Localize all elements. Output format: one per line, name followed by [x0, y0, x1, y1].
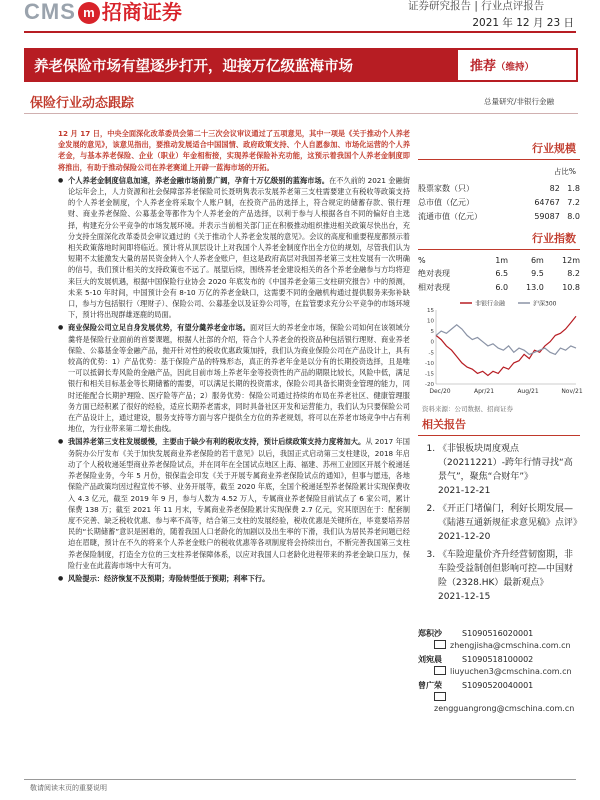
analyst-name: 郑积沙	[418, 629, 442, 638]
point-text: 面对巨大的养老金市场，保险公司如何在该领域分羹将是保险行业面前的首要课题，根据人社部的介绍，符合个人养老金的投资品种包括银行理财、商业养老保险、公募基金等金融产品，抛开针对性的税收优惠政策加持，我们认为商业保险公司在产品设计上，具有较高的优势：1）产品优势：基于保险产品的特殊形态，真正的养老年金是以分有的长期投资选择，且是唯一可以抵御长寿风险的金融产品，因此目前市场上养老年金等投资性的产品的期限比较长，风险中低，满足银行和相关目标基金等长期储蓄的需要，可以满足长期的投资需求，保险公司具备长期资金管理的能力，同时还能配合长期护理险、医疗险等产品；2）服务优势：保险公司通过持续的布局在养老社区、健康管理服务方面已经积累了很好的经验，适应长期养老需求，同时具备社区开发和运营能力，我们认为只要保险公司在产品设计上，通过建设，服务支持等方面与客户提供全方位的养老规划，将可以在养老市场竞争中占有利地位，为行业带来第二增长曲线。	[68, 323, 410, 434]
email-icon	[434, 640, 446, 649]
research-category: 总量研究/非银行金融	[484, 97, 555, 106]
point-paragraph	[58, 175, 410, 321]
doc-type: 证券研究报告 | 行业点评报告	[408, 0, 545, 12]
header-divider	[24, 31, 576, 33]
intro-paragraph: 12 月 17 日，中央全面深化改革委员会第二十三次会议审议通过了五项意见，其中一项是《关于推动个人养老金发展的意见》，该意见指出，要推动发展适合中国国情、政府政策支持、个人自愿参加、市场化运营的个人养老金，与基本养老保险、企业（职业）年金相衔接，实现养老保险补充功能，这预示着我国个人养老金制度即将推出，有助于推动保险公司在养老赛道上开辟一蓝海市场的开拓。	[58, 129, 410, 172]
col-header: 12m	[562, 255, 580, 265]
related-report-item[interactable]	[438, 548, 580, 604]
row-pct: 8.0	[567, 211, 580, 221]
series-line	[436, 325, 576, 355]
row-value: 9.5	[531, 268, 544, 278]
analyst-email-line	[418, 692, 580, 715]
related-title[interactable]: 《车险迎量价齐升经营韧窗期，非车险受益制创但影响可控—中国财险（2328.HK）最新观点》	[438, 550, 574, 588]
analyst-email-line	[418, 640, 580, 652]
point-lead: 个人养老金制度信息加速，养老金融市场前景广阔，孕育十万亿级别的蓝海市场。	[68, 175, 330, 185]
related-divider	[418, 435, 580, 436]
industry-index-panel	[418, 230, 583, 413]
index-chart-svg	[418, 298, 583, 398]
analyst-code: S1090520040001	[462, 681, 534, 690]
rating	[470, 55, 534, 74]
point-text: 从 2017 年国务院办公厅发布《关于加快发展商业养老保险的若干意见》以后，我国正式启动第三支柱建设，2018 年启动了个人税收递延型商业养老保险试点，并在同年在全国试点地区上海、福建、苏州工业园区开展个税递延养老保险业务，今年 5 月份，银保监会印发《关于开展专属商业养老保险试点的通知》，但事与愿违，各地保险产品政策均因过程宣传不够、业务开展等，截至 2020 年底，全国个税递延型养老保险累计实现保费收入 4.3 亿元，截至 2019 年 9 月，参与人数为 4.52 万人，专属商业养老保险目前试点了 6 家公司，累计保费 138 万；截至 2021 年 11 月末，专属商业养老保险累计实现保费 2.7 亿元，究其原因在于：配套制度不完善、缺乏税收优惠、参与率不高等，结合第三支柱的发展经验，税收优惠是关键所在，毕竟要培养居民的“长期储蓄”意识是困难的，随着我国人口老龄化的加剧以及出生率的下滑，我们认为居民养老问题已经迫在眉睫，预计在不久的将来个人养老金账户的税收优惠等各项制度将会持续出台，不断完善我国第三支柱养老保险制度，打造全方位的三支柱养老保障体系，以应对我国人口老龄化进程带来的养老金缺口压力，保险行业在此蓝海市场中大有可为。	[68, 437, 410, 570]
risk-label: 风险提示：	[68, 573, 104, 583]
related-title[interactable]: 《非银板块周度观点（20211221）-跨年行情寻找“高景气”，聚焦“合财年”》	[438, 444, 573, 482]
report-date: 2021 年 12 月 23 日	[472, 17, 574, 29]
row-label: 绝对表现	[418, 268, 450, 278]
legend-label: 非银行金融	[475, 300, 506, 308]
related-list	[418, 442, 583, 604]
row-label: 股票家数（只）	[418, 183, 474, 193]
related-date: 2021-12-21	[438, 486, 491, 496]
logo-mark-icon: m	[78, 2, 100, 24]
x-tick-label: Dec/20	[429, 388, 451, 395]
related-heading: 相关报告	[422, 418, 466, 431]
scale-heading: 行业规模	[532, 142, 576, 155]
y-tick-label: 10	[427, 318, 434, 325]
footer-note: 敬请阅读末页的重要说明	[30, 784, 107, 792]
legend-label: 沪深300	[533, 300, 557, 308]
index-chart	[418, 298, 583, 402]
row-value: 8.2	[567, 268, 580, 278]
table-row	[418, 209, 580, 223]
point-lead: 商业保险公司立足自身发展优势，有望分羹养老金市场。	[68, 323, 250, 333]
scale-divider	[418, 159, 580, 160]
analyst-code: S1090516020001	[462, 629, 534, 638]
row-pct: 1.8	[567, 183, 580, 193]
email-icon	[434, 692, 446, 701]
col-header: 1m	[495, 255, 509, 265]
y-tick-label: -5	[428, 350, 434, 357]
row-value: 59087	[534, 211, 560, 221]
related-title[interactable]: 《开正门堵偏门，利好长期发展—《陆港互通新规征求意见稿》点评》	[438, 504, 583, 528]
x-tick-label: Apr/21	[473, 388, 495, 395]
table-header-row	[418, 254, 580, 266]
index-table	[418, 254, 580, 294]
brand-logo	[24, 0, 182, 25]
y-tick-label: 0	[430, 339, 434, 346]
point-lead: 我国养老第三支柱发展缓慢，主要由于缺少有利的税收支持，预计后续政策支持力度将加大。	[68, 437, 366, 447]
row-label: 总市值（亿元）	[418, 197, 474, 207]
point-paragraph	[58, 322, 410, 434]
analyst-email-line	[418, 666, 580, 678]
y-tick-label: -10	[425, 360, 434, 367]
chart-source: 资料来源：公司数据、招商证券	[422, 405, 513, 413]
table-row	[418, 181, 580, 195]
related-report-item[interactable]	[438, 442, 580, 498]
table-row	[418, 195, 580, 209]
related-report-item[interactable]	[438, 502, 583, 544]
related-reports-panel	[418, 418, 583, 608]
index-divider	[418, 249, 580, 250]
row-value: 64767	[534, 197, 560, 207]
point-paragraph	[58, 436, 410, 570]
x-tick-label: Aug/21	[517, 388, 539, 395]
logo-text-cn: 招商证券	[101, 2, 182, 24]
email-icon	[434, 666, 446, 675]
row-label: 相对表现	[418, 282, 450, 292]
report-subhead: 保险行业动态跟踪	[30, 96, 135, 111]
row-value: 13.0	[526, 282, 544, 292]
col-header: %	[418, 255, 426, 265]
footer-divider	[24, 779, 576, 780]
rating-label: 推荐	[470, 59, 497, 74]
index-heading: 行业指数	[532, 232, 576, 245]
scale-table	[418, 181, 580, 223]
row-value: 6.0	[495, 282, 509, 292]
analyst-card	[418, 680, 580, 715]
x-tick-label: Nov/21	[561, 388, 583, 395]
risk-paragraph	[58, 573, 410, 584]
analyst-card	[418, 628, 580, 651]
table-row	[418, 266, 580, 280]
related-date: 2021-12-15	[438, 592, 491, 602]
analysts-panel	[418, 628, 580, 718]
analyst-email[interactable]: zengguangrong@cmschina.com.cn	[434, 704, 575, 713]
col-header: 6m	[530, 255, 544, 265]
y-tick-label: -15	[425, 371, 434, 378]
logo-text-en: CMS	[24, 0, 76, 24]
row-value: 6.5	[495, 268, 509, 278]
subhead-divider	[24, 113, 578, 114]
point-text: 在不久前的 2021 金融街论坛年会上，人力资源和社会保障部养老保险司长聂明隽表示发展养老第三支柱需要建立有税收等政策支持的个人养老金制度，个人养老金将采取个人账户制，在投资产品的选择上，符合规定的储蓄存款、银行理财、商业养老保险、公募基金等都作为个人养老金的产品选择，以利于参与人根据各自不同的偏好自主选择，构建充分公平竞争的市场发展环境。并表示当前相关部门正在积极推动组织推进相关政策尽快出台，充分支持全面深化改革委员会审议通过的《关于推动个人养老金发展的意见》。会议的高度和重要程度都预示着相关政策落地时间即将临近。预计将从顶层设计上对我国个人养老金制度作出全方位的规划，尽管我们认为短期不太能激发大量的居民资金转入个人养老金账户，但这是政府高层对我国养老第三支柱发展有一次明确的信号，我们预计相关的支持政策也不远了。展望后续，围绕养老金建设相关的各个养老金融参与方均将迎来巨大的发展机遇，根据中国保险行业协会 2020 年底发布的《中国养老金第三支柱研究报告》中的预测，未来 5-10 年时间，中国预计会有 8-10 万亿的养老金缺口，这需要不同的金融机构通过提供服务来弥补缺口，参与方包括银行（理财子）、保险公司、公募基金以及证券公司等，在监管要求充分公平竞争的市场环境下，预计将出现群雄逐鹿的局面。	[68, 175, 410, 320]
related-date: 2021-12-20	[438, 532, 491, 542]
report-title: 养老保险市场有望逐步打开，迎接万亿级蓝海市场	[34, 59, 353, 75]
row-value: 10.8	[562, 282, 580, 292]
main-body	[58, 128, 410, 586]
row-value: 82	[549, 183, 560, 193]
industry-scale-panel	[418, 140, 580, 223]
analyst-code: S1090518100002	[462, 655, 534, 664]
table-row	[418, 280, 580, 294]
analyst-email[interactable]: zhengjisha@cmschina.com.cn	[450, 640, 571, 650]
risk-text: 经济恢复不及预期；寿险转型低于预期；利率下行。	[103, 573, 270, 583]
y-tick-label: -20	[425, 382, 434, 388]
analyst-name: 曾广荣	[418, 681, 442, 690]
analyst-email[interactable]: liuyuchen3@cmschina.com.cn	[450, 666, 572, 676]
analyst-name: 刘宛晨	[418, 655, 442, 664]
scale-pct-header: 占比%	[553, 167, 576, 176]
analyst-card	[418, 654, 580, 677]
row-pct: 7.2	[567, 197, 580, 207]
y-tick-label: 5	[430, 329, 434, 336]
y-tick-label: 15	[427, 308, 434, 314]
rating-qualifier: （维持）	[496, 62, 535, 73]
row-label: 流通市值（亿元）	[418, 211, 482, 221]
